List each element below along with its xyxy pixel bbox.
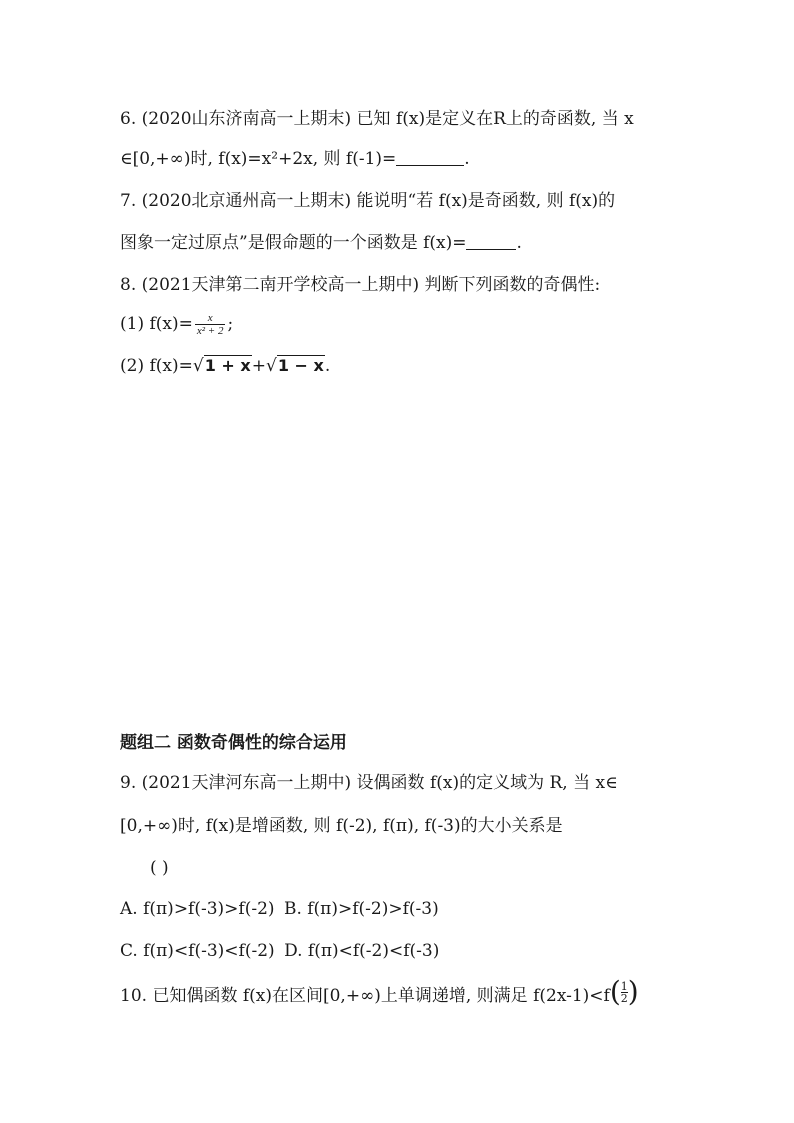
left-paren: ( (609, 975, 621, 1008)
q7-answer-blank[interactable] (466, 233, 516, 250)
group2-heading: 题组二 函数奇偶性的综合运用 (120, 733, 347, 753)
sqrt-1: √1 + x (192, 356, 251, 376)
sqrt-2: √1 − x (265, 356, 324, 376)
q8-sub1-fraction (195, 312, 226, 337)
q8-sub1-denominator: x² + 2 (196, 325, 224, 337)
q7-line2 (120, 232, 522, 254)
q8-sub1-prefix: (1) f(x)= (120, 314, 193, 334)
q7-line2-text: 图象一定过原点”是假命题的一个函数是 f(x)= (120, 233, 467, 253)
q9-option-d[interactable]: D. f(π)<f(-2)<f(-3) (284, 941, 440, 961)
q9-options-row1 (120, 898, 439, 920)
q8-sub2-suffix: . (324, 356, 331, 376)
q9-option-a[interactable]: A. f(π)>f(-3)>f(-2) (120, 899, 275, 919)
q8-sub1-suffix: ; (227, 314, 234, 334)
q9-answer-paren[interactable]: ( ) (150, 858, 169, 878)
q8-sub2-prefix: (2) f(x)= (120, 356, 193, 376)
q10-half-paren (609, 975, 639, 1008)
q10-fraction (621, 981, 628, 1004)
sqrt-2-radicand: 1 − x (277, 356, 324, 375)
q7-line2-end: . (516, 233, 522, 253)
q6-line2-text: ∈[0,+∞)时, f(x)=x²+2x, 则 f(-1)= (120, 149, 397, 169)
q9-option-c[interactable]: C. f(π)<f(-3)<f(-2) (120, 941, 275, 961)
sqrt-1-radicand: 1 + x (204, 356, 251, 375)
q9-line1: 9. (2021天津河东高一上期中) 设偶函数 f(x)的定义域为 R, 当 x∈ (120, 773, 618, 793)
q6-answer-blank[interactable] (396, 149, 464, 166)
q6-line2-end: . (464, 149, 470, 169)
q8-sub2-plus: + (251, 356, 266, 376)
q10-frac-num: 1 (620, 979, 628, 993)
q9-line2: [0,+∞)时, f(x)是增函数, 则 f(-2), f(π), f(-3)的大小关系是 (120, 816, 563, 836)
right-paren: ) (627, 975, 639, 1008)
q6-line2 (120, 148, 470, 170)
q8-sub2 (120, 355, 330, 377)
q10-frac-den: 2 (620, 991, 628, 1005)
q8-line1: 8. (2021天津第二南开学校高一上期中) 判断下列函数的奇偶性: (120, 275, 601, 295)
q9-options-row2 (120, 940, 439, 962)
q7-line1: 7. (2020北京通州高一上期末) 能说明“若 f(x)是奇函数, 则 f(x)的 (120, 191, 616, 211)
q9-option-b[interactable]: B. f(π)>f(-2)>f(-3) (283, 899, 439, 919)
q8-sub1-numerator: x (207, 312, 213, 324)
q8-sub1 (120, 312, 233, 337)
q10-line1 (120, 975, 639, 1008)
q10-text: 10. 已知偶函数 f(x)在区间[0,+∞)上单调递增, 则满足 f(2x-1)<f (120, 986, 610, 1006)
q6-line1: 6. (2020山东济南高一上期末) 已知 f(x)是定义在R上的奇函数, 当 x (120, 109, 634, 129)
